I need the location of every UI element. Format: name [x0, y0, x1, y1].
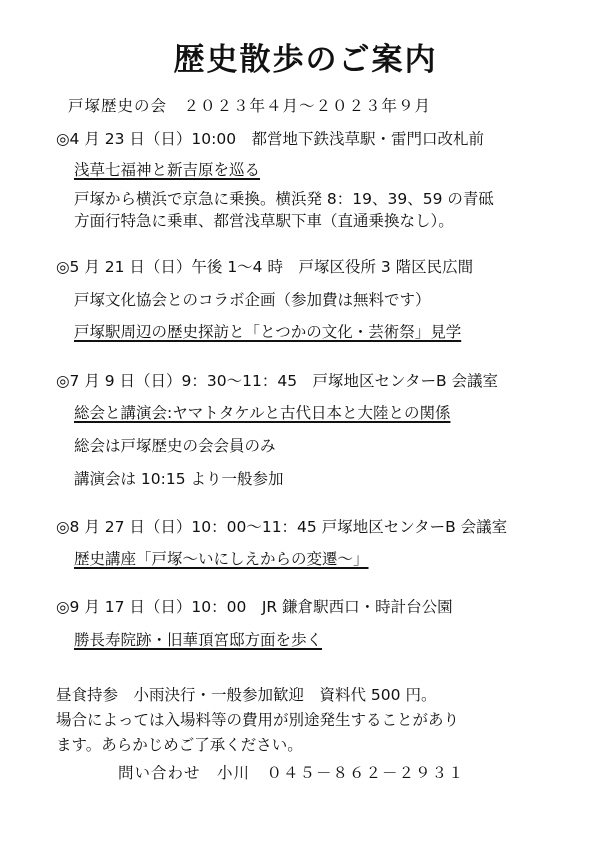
event-5-heading: ◎9 月 17 日（日）10：00 JR 鎌倉駅西口・時計台公園 [56, 598, 453, 616]
footer-line-3: ます。あらかじめご了承ください。 [56, 736, 303, 754]
event-4-title: 歴史講座「戸塚～いにしえからの変遷～」 [74, 550, 369, 568]
event-1-note-1: 戸塚から横浜で京急に乗換。横浜発 8：19、39、59 の青砥 [74, 190, 494, 208]
event-2-heading: ◎5 月 21 日（日）午後 1～4 時 戸塚区役所 3 階区民広間 [56, 258, 474, 276]
event-2-title: 戸塚駅周辺の歴史探訪と「とつかの文化・芸術祭」見学 [74, 323, 462, 341]
event-3-note-2: 講演会は 10:15 より一般参加 [74, 470, 284, 488]
event-1-heading: ◎4 月 23 日（日）10:00 都営地下鉄浅草駅・雷門口改札前 [56, 130, 485, 148]
event-5-title: 勝長寿院跡・旧華頂宮邸方面を歩く [74, 631, 323, 649]
organizer-period: 戸塚歴史の会 ２０２３年４月～２０２３年９月 [68, 97, 432, 115]
event-4-heading: ◎8 月 27 日（日）10：00～11：45 戸塚地区センターB 会議室 [56, 518, 508, 536]
event-2-note: 戸塚文化協会とのコラボ企画（参加費は無料です） [74, 291, 431, 309]
page-title: 歴史散歩のご案内 [173, 42, 438, 78]
event-3-heading: ◎7 月 9 日（日）9：30～11：45 戸塚地区センターB 会議室 [56, 372, 499, 390]
footer-line-2: 場合によっては入場料等の費用が別途発生することがあり [56, 711, 460, 729]
event-1-note-2: 方面行特急に乗車、都営浅草駅下車（直通乗換なし）。 [74, 212, 454, 230]
event-3-title: 総会と講演会:ヤマトタケルと古代日本と大陸との関係 [74, 404, 451, 422]
footer-line-1: 昼食持参 小雨決行・一般参加歓迎 資料代 500 円。 [56, 686, 437, 704]
event-3-note-1: 総会は戸塚歴史の会会員のみ [74, 437, 276, 455]
contact-info: 問い合わせ 小川 ０４５－８６２－２９３１ [118, 764, 465, 782]
event-1-title: 浅草七福神と新吉原を巡る [74, 161, 261, 179]
